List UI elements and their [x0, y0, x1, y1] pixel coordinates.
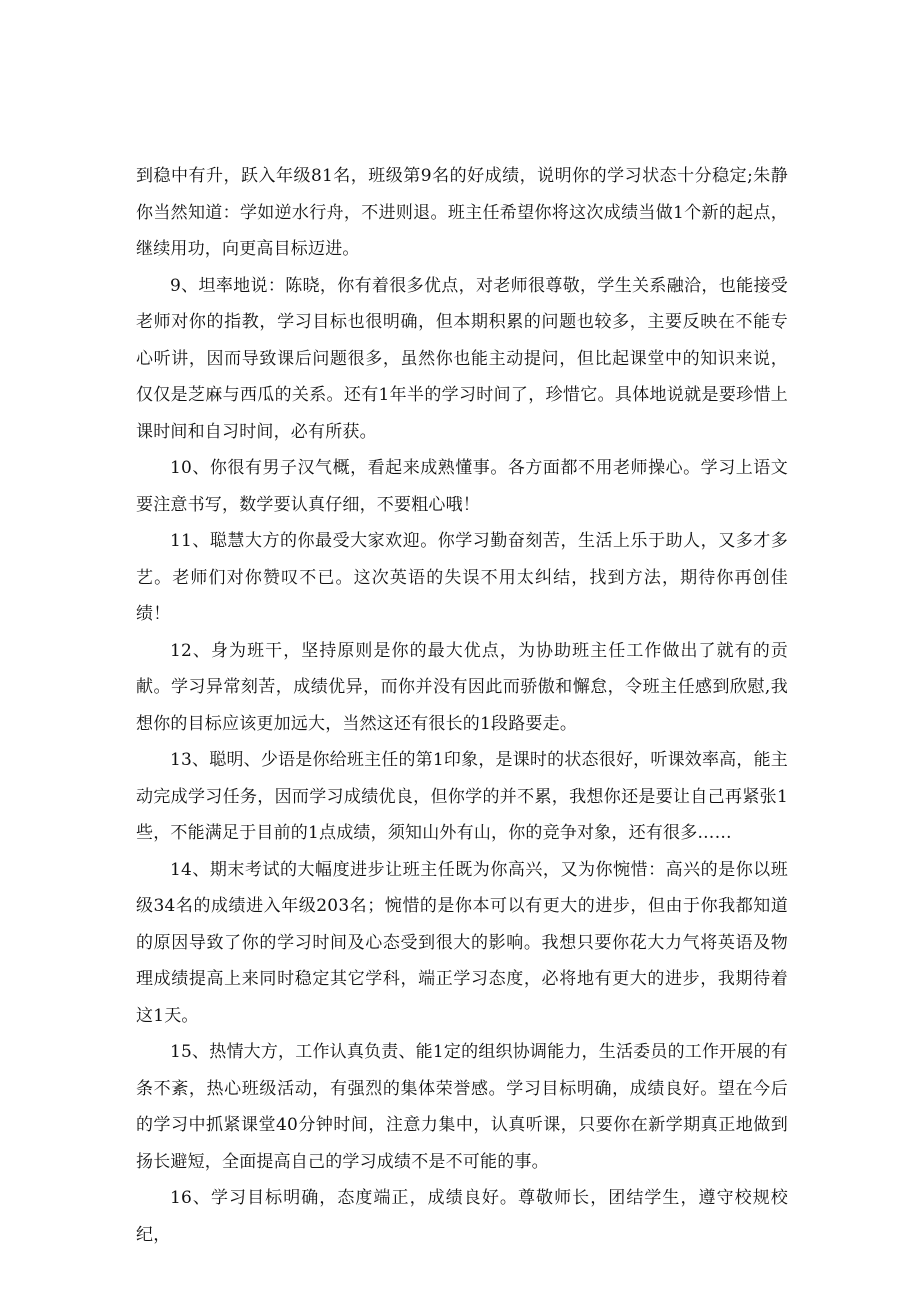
paragraph-12: 12、身为班干，坚持原则是你的最大优点，为协助班主任工作做出了就有的贡献。学习异常刻苦，成绩优异，而你并没有因此而骄傲和懈怠，令班主任感到欣慰,我想你的目标应该更加远大，当然这还有很长的1段路要走。	[136, 640, 788, 734]
paragraph-14: 14、期末考试的大幅度进步让班主任既为你高兴，又为你惋惜：高兴的是你以班级34名的成绩进入年级203名；惋惜的是你本可以有更大的进步，但由于你我都知道的原因导致了你的学习时间及心态受到很大的影响。我想只要你花大力气将英语及物理成绩提高上来同时稳定其它学科，端正学习态度，必将地有更大的进步，我期待着这1天。	[136, 859, 788, 1026]
paragraph-11: 11、聪慧大方的你最受大家欢迎。你学习勤奋刻苦，生活上乐于助人，又多才多艺。老师们对你赞叹不已。这次英语的失误不用太纠结，找到方法，期待你再创佳绩！	[136, 531, 788, 624]
paragraph-9: 9、坦率地说：陈晓，你有着很多优点，对老师很尊敬，学生关系融洽，也能接受老师对你的指教，学习目标也很明确，但本期积累的问题也较多，主要反映在不能专心听讲，因而导致课后问题很多，虽然你也能主动提问，但比起课堂中的知识来说，仅仅是芝麻与西瓜的关系。还有1年半的学习时间了，珍惜它。具体地说就是要珍惜上课时间和自习时间，必有所获。	[136, 275, 788, 442]
paragraph-10: 10、你很有男子汉气概，看起来成熟懂事。各方面都不用老师操心。学习上语文要注意书写，数学要认真仔细，不要粗心哦！	[136, 458, 788, 515]
paragraph-15: 15、热情大方，工作认真负责、能1定的组织协调能力，生活委员的工作开展的有条不紊，热心班级活动，有强烈的集体荣誉感。学习目标明确，成绩良好。望在今后的学习中抓紧课堂40分钟时间，注意力集中，认真听课，只要你在新学期真正地做到扬长避短，全面提高自己的学习成绩不是不可能的事。	[136, 1042, 788, 1172]
paragraph-13: 13、聪明、少语是你给班主任的第1印象，是课时的状态很好，听课效率高，能主动完成学习任务，因而学习成绩优良，但你学的并不累，我想你还是要让自己再紧张1些，不能满足于目前的1点成绩，须知山外有山，你的竞争对象，还有很多……	[136, 750, 788, 843]
document-body	[136, 158, 788, 1253]
paragraph-16: 16、学习目标明确，态度端正，成绩良好。尊敬师长，团结学生，遵守校规校纪，	[136, 1188, 788, 1245]
paragraph-8-continued: 到稳中有升，跃入年级81名，班级第9名的好成绩，说明你的学习状态十分稳定;朱静你当然知道：学如逆水行舟，不进则退。班主任希望你将这次成绩当做1个新的起点，继续用功，向更高目标迈进。	[136, 166, 788, 259]
